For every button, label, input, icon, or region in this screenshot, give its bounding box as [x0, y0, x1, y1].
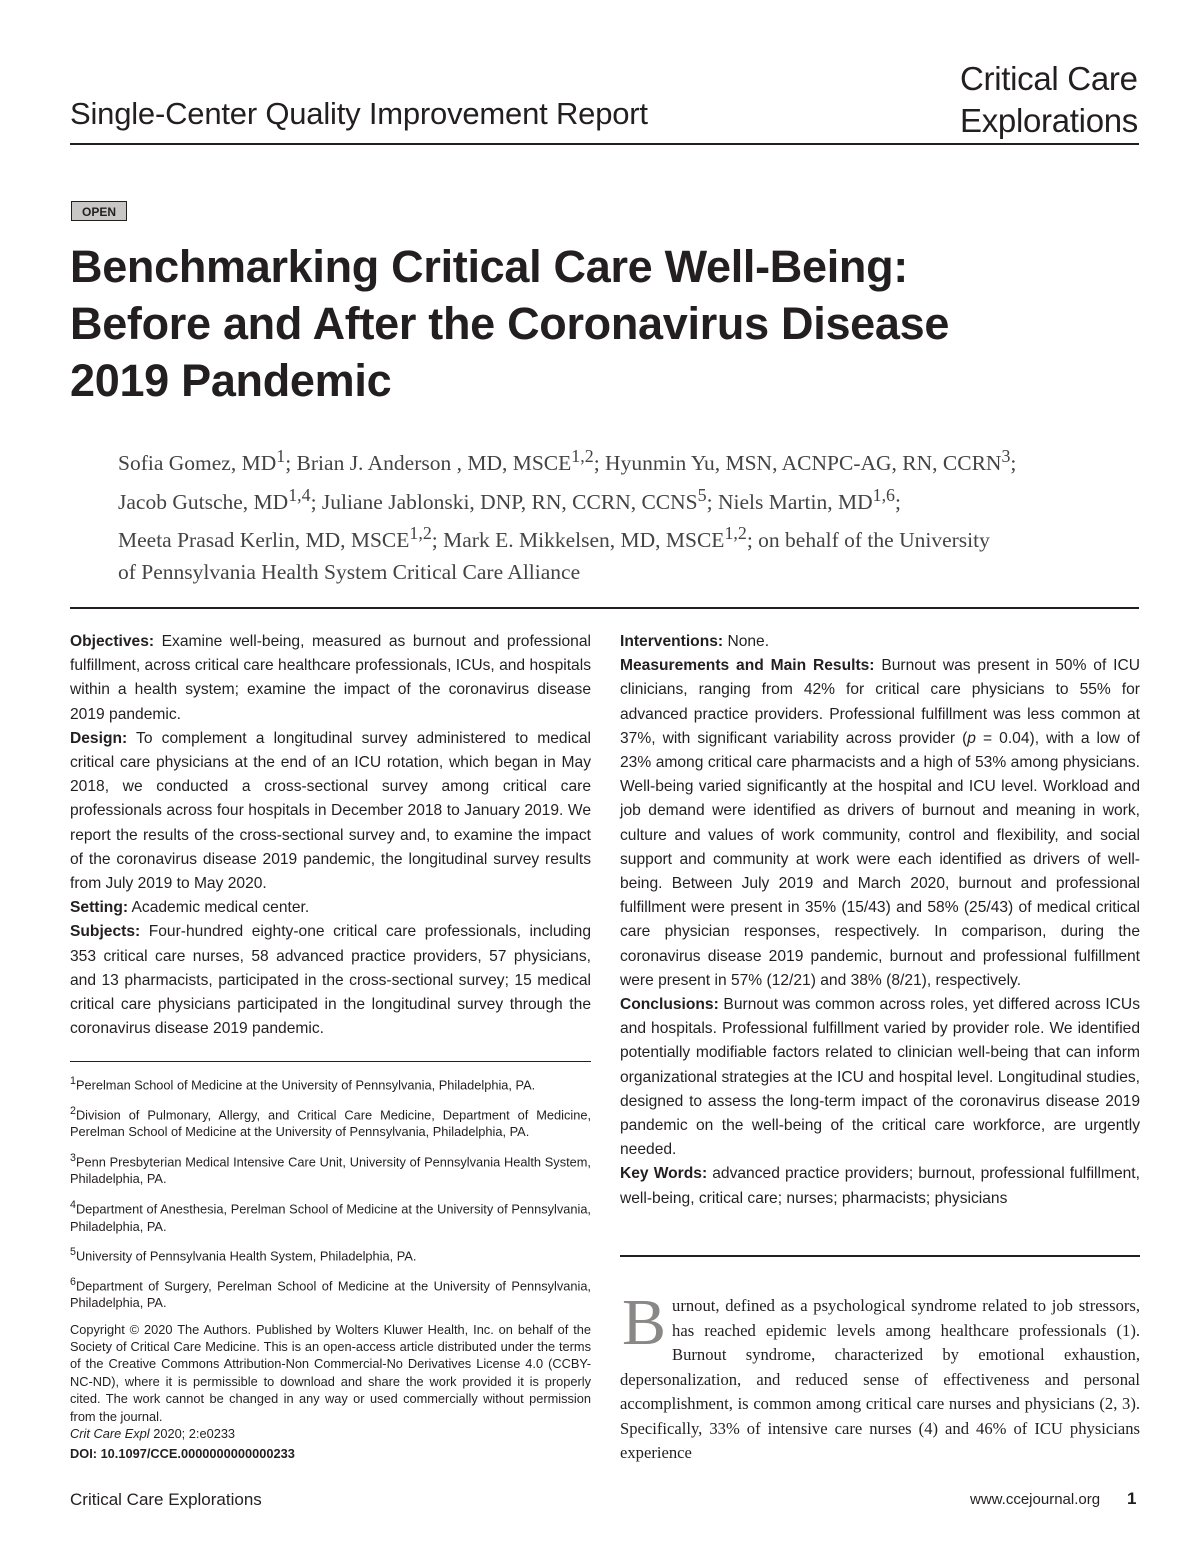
header-divider: [70, 143, 1139, 145]
citation: Crit Care Expl 2020; 2:e0233: [70, 1426, 236, 1442]
affiliation-2: $^2$Division of Pulmonary, Allergy, and Critical Care Medicine, Department of Medicine, Perelman School of Medicine at the University of Pennsylvania, Philadelphia, PA.: [70, 1104, 591, 1140]
article-title: [70, 238, 1130, 409]
abstract-subjects: Subjects: Four-hundred eighty-one critical care professionals, including 353 critical care nurses, 58 advanced practice providers, 57 physicians, and 13 pharmacists, participated in the cross-sectional survey; 15 medical critical care physicians participated in the longitudinal survey through the coronavirus disease 2019 pandemic.: [70, 923, 591, 1038]
author-line2: Jacob Gutsche, MD$^{1,4}$; Juliane Jablonski, DNP, RN, CCRN, CCNS$^5$; Niels Martin, MD$^{1,6}$;: [118, 484, 901, 514]
abstract-setting: Setting: Academic medical center.: [70, 899, 310, 917]
abstract-conclusions: Conclusions: Burnout was common across roles, yet differed across ICUs and hospitals. Professional fulfillment varied by provider role. We identified potentially modifiable factors related to clinician well-being that can inform organizational strategies at the ICU and hospital level. Longitudinal studies, designed to assess the long-term impact of the coronavirus disease 2019 pandemic on the well-being of the critical care workforce, are urgently needed.: [620, 996, 1140, 1159]
journal-name-line1: Critical Care: [960, 60, 1138, 97]
affiliation-4: $^4$Department of Anesthesia, Perelman School of Medicine at the University of Pennsylvania, Philadelphia, PA.: [70, 1198, 591, 1234]
affiliation-6: $^6$Department of Surgery, Perelman School of Medicine at the University of Pennsylvania, Philadelphia, PA.: [70, 1275, 591, 1311]
author-line4: of Pennsylvania Health System Critical Care Alliance: [118, 559, 581, 584]
abstract-measurements: Measurements and Main Results: Burnout was present in 50% of ICU clinicians, ranging from 42% for critical care physicians to 55% for advanced practice providers. Professional fulfillment was less common at 37%, with significant variability across provider (p = 0.04), with a low of 23% among critical care pharmacists and a high of 53% among physicians. Well-being varied significantly at the hospital and ICU level. Workload and job demand were identified as drivers of burnout and meaning in work, culture and values of work community, control and flexibility, and social support and community at work were each identified as drivers of well-being. Between July 2019 and March 2020, burnout and professional fulfillment were present in 35% (15/43) and 58% (25/43) of medical critical care physician responses, respectively. In comparison, during the coronavirus disease 2019 pandemic, burnout and professional fulfillment were present in 57% (12/21) and 38% (8/21), respectively.: [620, 657, 1140, 989]
abstract-right-column: [620, 630, 1140, 1211]
affiliations: [70, 1073, 591, 1462]
abstract-objectives: Objectives: Examine well-being, measured as burnout and professional fulfillment, across critical care healthcare professionals, ICUs, and hospitals within a health system; examine the impact of the coronavirus disease 2019 pandemic.: [70, 633, 591, 723]
title-line2: Before and After the Coronavirus Disease: [70, 298, 950, 349]
body-paragraph: urnout, defined as a psychological syndrome related to job stressors, has reached epidemic levels among healthcare professionals (1). Burnout syndrome, characterized by emotional exhaustion, depersonalization, and reduced sense of effectiveness and personal accomplishment, is common among critical care nurses and physicians (2, 3). Specifically, 33% of intensive care nurses (4) and 46% of ICU physicians experience: [620, 1296, 1140, 1462]
footer-journal-url[interactable]: www.ccejournal.org: [970, 1491, 1101, 1508]
affiliation-5: $^5$University of Pennsylvania Health System, Philadelphia, PA.: [70, 1245, 417, 1264]
report-type: Single-Center Quality Improvement Report: [70, 96, 648, 131]
journal-name-line2: Explorations: [960, 102, 1138, 139]
copyright-notice: Copyright © 2020 The Authors. Published by Wolters Kluwer Health, Inc. on behalf of the Society of Critical Care Medicine. This is an open-access article distributed under the terms of the Creative Commons Attribution-Non Commercial-No Derivatives License 4.0 (CCBY-NC-ND), where it is permissible to download and share the work provided it is properly cited. The work cannot be changed in any way or used commercially without permission from the journal.: [70, 1321, 591, 1424]
journal-name: [960, 58, 1138, 142]
footnote-divider: [70, 1061, 591, 1062]
footer-journal-name: Critical Care Explorations: [70, 1490, 262, 1509]
page-number: 1: [1127, 1489, 1137, 1508]
abstract-left-column: [70, 630, 591, 1041]
author-list: [118, 441, 1118, 588]
title-line1: Benchmarking Critical Care Well-Being:: [70, 241, 908, 292]
title-line3: 2019 Pandemic: [70, 355, 392, 406]
author-line1: Sofia Gomez, $MD^1$; Brian J. Anderson , MD, MSCE$^{1,2}$; Hyunmin Yu, MSN, ACNPC-AG, RN, CCRN$^3$;: [118, 446, 1017, 476]
abstract-divider: [70, 607, 1139, 609]
affiliation-1: $^1$Perelman School of Medicine at the University of Pennsylvania, Philadelphia, PA.: [70, 1075, 536, 1093]
doi-link[interactable]: DOI: 10.1097/CCE.0000000000000233: [70, 1445, 295, 1461]
abstract-interventions: Interventions: None.: [620, 633, 770, 650]
body-divider: [620, 1255, 1140, 1257]
abstract-design: Design: To complement a longitudinal survey administered to medical critical care physicians at the end of an ICU rotation, which began in May 2018, we conducted a cross-sectional survey among critical care professionals across four hospitals in December 2018 to January 2019. We report the results of the cross-sectional survey and, to examine the impact of the coronavirus disease 2019 pandemic, the longitudinal survey results from July 2019 to May 2020.: [70, 729, 591, 893]
body-introduction: [620, 1286, 1140, 1466]
author-line3: Meeta Prasad Kerlin, MD, MSCE$^{1,2}$; Mark E. Mikkelsen, MD, MSCE$^{1,2}$; on behalf of the University: [118, 523, 990, 553]
drop-cap: B: [622, 1286, 667, 1359]
abstract-keywords: Key Words: advanced practice providers; burnout, professional fulfillment, well-being, critical care; nurses; pharmacists; physicians: [620, 1165, 1140, 1207]
open-access-badge: OPEN: [71, 201, 127, 221]
affiliation-3: $^3$Penn Presbyterian Medical Intensive Care Unit, University of Pennsylvania Health System, Philadelphia, PA.: [70, 1151, 591, 1187]
